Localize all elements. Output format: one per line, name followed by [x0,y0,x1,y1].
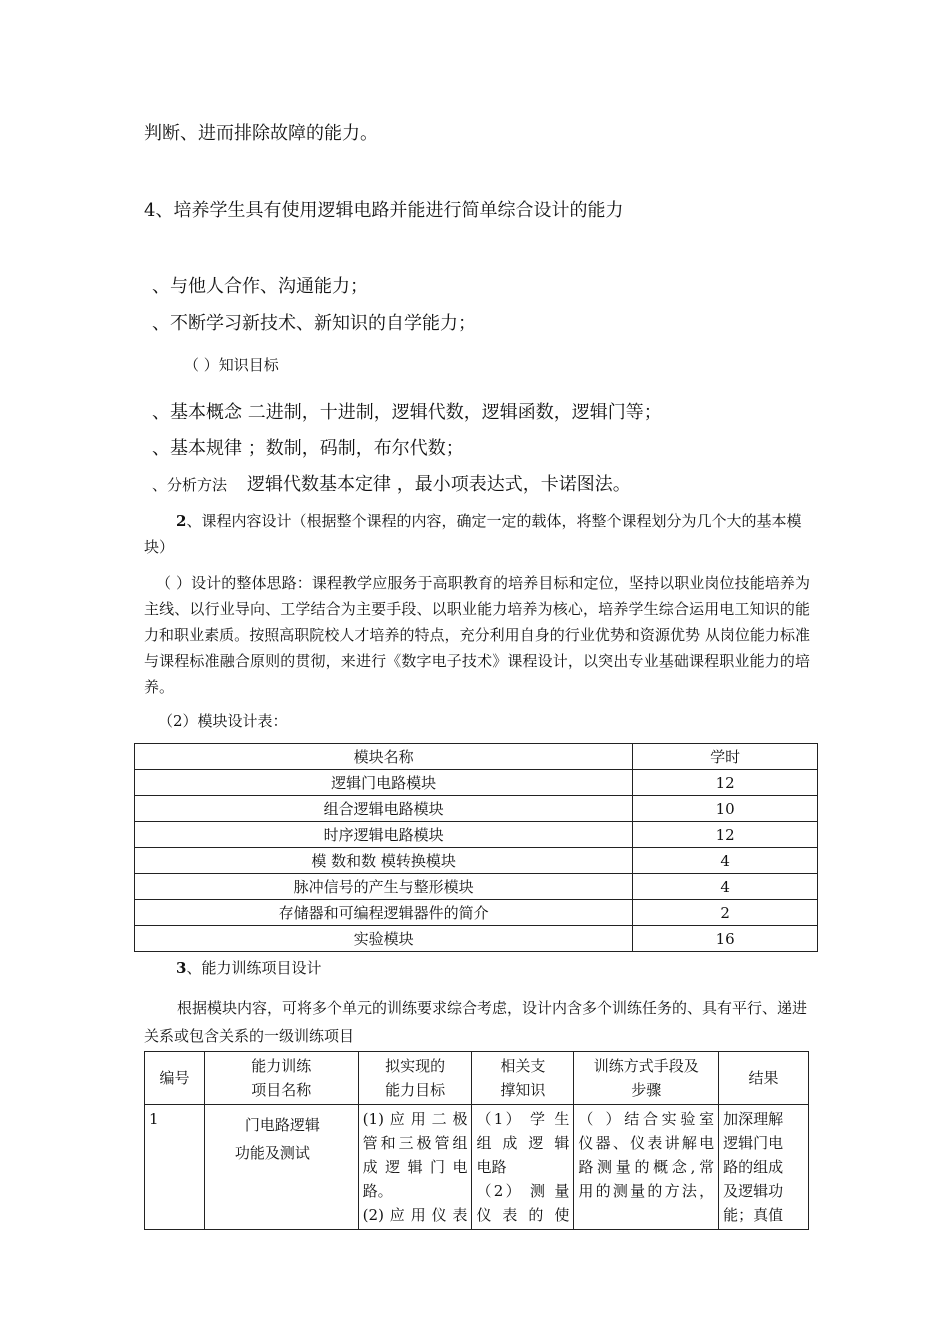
module-name: 存储器和可编程逻辑器件的简介 [135,900,633,926]
text-line: 、基本规律 ；数制，码制，布尔代数； [152,438,464,459]
text-line: 、不断学习新技术、新知识的自学能力； [152,313,476,334]
subsection-heading: （ ）知识目标 [184,356,279,374]
section-3-paragraph: 根据模块内容，可将多个单元的训练要求综合考虑，设计内含多个训练任务的、具有平行、递进关系或包含关系的一级训练项目 [144,999,808,1045]
module-name: 逻辑门电路模块 [135,770,633,796]
table-row [135,874,818,900]
header-cell: 训练方式手段及 步骤 [574,1052,719,1105]
text: 逻辑代数基本定律 ，最小项表达式，卡诺图法。 [247,474,631,495]
module-hours: 12 [633,822,818,848]
module-hours: 10 [633,796,818,822]
project-table [144,1051,809,1230]
section-2-heading: 2、课程内容设计（根据整个课程的内容，确定一定的载体，将整个课程划分为几个大的基本模块） [144,512,802,556]
label: 、分析方法 [152,476,228,494]
module-name: 时序逻辑电路模块 [135,822,633,848]
header-cell: 模块名称 [135,744,633,770]
module-name: 模 数和数 模转换模块 [135,848,633,874]
supporting-knowledge: （1） 学 生 组 成 逻 辑 电路 （2） 测 量 仪 表 的 使 [472,1105,574,1230]
module-hours: 12 [633,770,818,796]
table-row [135,822,818,848]
header-cell: 编号 [145,1052,205,1105]
table-row [135,900,818,926]
module-hours: 16 [633,926,818,952]
module-name: 脉冲信号的产生与整形模块 [135,874,633,900]
design-idea-paragraph: （ ）设计的整体思路：课程教学应服务于高职教育的培养目标和定位，坚持以职业岗位技能培养为主线、以行业导向、工学结合为主要手段、以职业能力培养为核心，培养学生综合运用电工知识的能力和职业素质。按照高职院校人才培养的特点，充分利用自身的行业优势和资源优势 从岗位能力标准与课程标准融合原则的贯彻，来进行《数字电子技术》课程设计，以突出专业基础课程职业能力的培养。 [144,574,810,696]
module-name: 实验模块 [135,926,633,952]
header-cell: 学时 [633,744,818,770]
header-cell: 结果 [719,1052,809,1105]
module-table [134,743,818,952]
module-hours: 4 [633,848,818,874]
header-cell: 能力训练 项目名称 [204,1052,358,1105]
table-header-row [145,1052,809,1105]
table-row [135,796,818,822]
table-row [145,1105,809,1230]
module-name: 组合逻辑电路模块 [135,796,633,822]
table-row [135,770,818,796]
text-line: 判断、进而排除故障的能力。 [144,123,378,144]
text-line: 、与他人合作、沟通能力； [152,276,368,297]
project-name: 门电路逻辑 功能及测试 [204,1105,358,1230]
text-line [152,470,631,496]
table-row [135,926,818,952]
project-number: 1 [145,1105,205,1230]
text-line: 4、培养学生具有使用逻辑电路并能进行简单综合设计的能力 [144,200,624,221]
header-cell: 相关支 撑知识 [472,1052,574,1105]
training-result: 加深理解 逻辑门电 路的组成 及逻辑功 能；真值 [719,1105,809,1230]
training-method: （ ）结合实验室 仪器、仪表讲解电 路测量的概念,常 用的测量的方法， [574,1105,719,1230]
section-3-heading: 3、能力训练项目设计 [176,959,322,977]
text-line: 、基本概念 二进制，十进制，逻辑代数，逻辑函数，逻辑门等； [152,402,662,423]
module-hours: 4 [633,874,818,900]
module-table-title: （2）模块设计表： [158,712,288,730]
header-cell: 拟实现的 能力目标 [358,1052,472,1105]
table-row [135,848,818,874]
table-header-row [135,744,818,770]
ability-goal: (1)应用二极 管和三极管组 成 逻 辑 门 电 路。 (2)应用仪表 [358,1105,472,1230]
module-hours: 2 [633,900,818,926]
